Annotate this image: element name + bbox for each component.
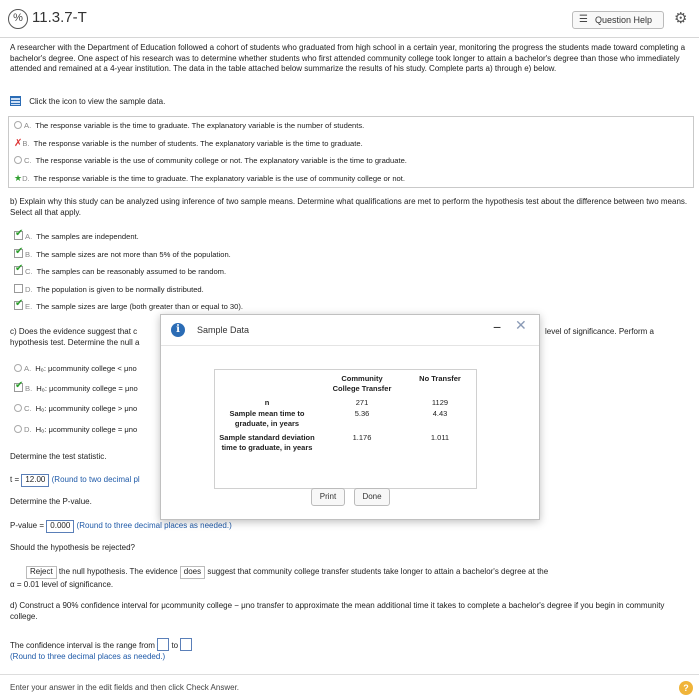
part-a-option-b[interactable]: ✗B. The response variable is the number of students. The explanatory variable is the time to graduate.: [14, 138, 363, 149]
list-icon: ☰: [579, 14, 588, 25]
done-button[interactable]: Done: [354, 488, 390, 506]
checkmark-icon: [14, 383, 23, 392]
checkbox[interactable]: [14, 301, 23, 310]
cell-mean-transfer: 5.36: [354, 409, 370, 418]
checkbox[interactable]: [14, 231, 23, 240]
row-label-mean: Sample mean time to graduate, in years: [229, 409, 305, 428]
pvalue-label: Determine the P-value.: [10, 497, 92, 506]
question-help-button[interactable]: [572, 11, 664, 29]
mylab-logo-icon: %: [8, 9, 28, 29]
part-a-option-a[interactable]: A. The response variable is the time to graduate. The explanatory variable is the number of students.: [14, 121, 364, 130]
footer-instruction: Enter your answer in the edit fields and then click Check Answer.: [10, 683, 240, 692]
t-stat-input[interactable]: 12.00: [21, 474, 49, 487]
question-help-label: Question Help: [595, 15, 653, 25]
interval-lower-input[interactable]: [157, 638, 169, 651]
cell-mean-no-transfer: 4.43: [432, 409, 448, 418]
dialog-title: Sample Data: [197, 325, 250, 335]
part-b-option-d[interactable]: D. The population is given to be normally distributed.: [14, 284, 204, 294]
does-dropdown[interactable]: does: [180, 566, 205, 579]
print-button[interactable]: Print: [311, 488, 345, 506]
footer-divider: [0, 674, 699, 675]
reject-question: Should the hypothesis be rejected?: [10, 543, 135, 552]
radio-button[interactable]: [14, 404, 22, 412]
row-label-n: n: [264, 398, 270, 407]
test-stat-label: Determine the test statistic.: [10, 452, 107, 461]
sample-data-dialog: [160, 314, 540, 520]
part-d-prompt: d) Construct a 90% confidence interval for μcommunity college − μno transfer to approximate the mean additional time it takes to complete a bachelor's degree if you begin in community college.: [10, 601, 665, 621]
table-icon[interactable]: [10, 96, 21, 106]
interval-row: The confidence interval is the range from to: [10, 638, 192, 652]
part-b-option-e[interactable]: ✔E. The sample sizes are large (both greater than or equal to 30).: [14, 301, 243, 311]
checkbox[interactable]: [14, 284, 23, 293]
part-c-prompt-right: level of significance. Perform a: [545, 327, 654, 336]
part-c-option-a[interactable]: A. H₀: μcommunity college < μno: [14, 364, 137, 373]
close-icon[interactable]: ✕: [515, 317, 527, 333]
sample-data-link[interactable]: [10, 96, 165, 106]
checkbox[interactable]: [14, 266, 23, 275]
radio-button[interactable]: [14, 364, 22, 372]
col-header-transfer: Community College Transfer: [332, 374, 392, 393]
cell-n-no-transfer: 1129: [431, 398, 449, 407]
dialog-divider: [161, 345, 539, 346]
pvalue-input[interactable]: 0.000: [46, 520, 74, 533]
sample-data-table: [214, 369, 477, 489]
reject-row: Reject the null hypothesis. The evidence does suggest that community college transfer students take longer to attain a bachelor's degree at the: [10, 566, 690, 579]
part-b-prompt: b) Explain why this study can be analyzed using inference of two sample means. Determine what qualifications are met to perform the hypothesis test about the difference between two means. Select all that apply.: [10, 197, 688, 217]
pvalue-row: P-value = 0.000 (Round to three decimal places as needed.): [10, 520, 232, 533]
cell-sd-no-transfer: 1.011: [430, 433, 450, 442]
part-c-option-c[interactable]: C. H₀: μcommunity college > μno: [14, 404, 137, 413]
x-mark-icon: ✗: [14, 138, 23, 149]
col-header-no-transfer: No Transfer: [419, 374, 461, 383]
radio-button[interactable]: [14, 156, 22, 164]
minimize-icon[interactable]: −: [493, 319, 502, 335]
part-b-option-b[interactable]: ✔B. The sample sizes are not more than 5% of the population.: [14, 249, 231, 259]
part-a-option-d[interactable]: ★D. The response variable is the time to graduate. The explanatory variable is the use of community college or not.: [14, 173, 405, 183]
part-c-prompt-line2: hypothesis test. Determine the null a: [10, 338, 140, 347]
interval-upper-input[interactable]: [180, 638, 192, 651]
reject-dropdown[interactable]: Reject: [26, 566, 57, 579]
significance-level: α = 0.01 level of significance.: [10, 580, 114, 589]
part-c-prompt-left: c) Does the evidence suggest that c: [10, 327, 138, 336]
problem-intro: A researcher with the Department of Education followed a cohort of students who graduated from high school in a certain year, monitoring the progress the students made toward completing a bachelor's degree. One aspect of his research was to determine whether students who first attended community college took longer to attain a bachelor's degree than those who immediately attended and remained at a 4-year institution. The data in the table attached below summarize the results of his study. Complete parts a) through e) below.: [10, 43, 686, 73]
help-icon[interactable]: ?: [679, 681, 693, 695]
sample-data-link-text: Click the icon to view the sample data.: [29, 97, 166, 106]
radio-button[interactable]: [14, 121, 22, 129]
checkbox[interactable]: [14, 249, 23, 258]
info-icon: i: [171, 323, 185, 337]
gear-icon[interactable]: ⚙: [674, 10, 688, 27]
row-label-sd: Sample standard deviation time to graduate, in years: [219, 433, 315, 452]
cell-n-transfer: 271: [355, 398, 369, 407]
part-a-option-c[interactable]: C. The response variable is the use of community college or not. The explanatory variable is the time to graduate.: [14, 156, 407, 165]
part-c-option-b[interactable]: ✔B. H₀: μcommunity college = μno: [14, 383, 138, 393]
radio-button[interactable]: [14, 425, 22, 433]
problem-id: 11.3.7-T: [32, 9, 87, 26]
interval-hint: (Round to three decimal places as needed.): [10, 652, 166, 661]
part-c-option-d[interactable]: D. H₀: μcommunity college = μno: [14, 425, 137, 434]
t-stat-hint: (Round to two decimal pl: [51, 475, 140, 484]
pvalue-hint: (Round to three decimal places as needed.): [76, 521, 232, 530]
part-b-option-c[interactable]: ✔C. The samples can be reasonably assumed to be random.: [14, 266, 226, 276]
part-b-option-a[interactable]: ✔A. The samples are independent.: [14, 231, 139, 241]
cell-sd-transfer: 1.176: [352, 433, 372, 442]
t-stat-row: t = 12.00 (Round to two decimal pl: [10, 474, 140, 487]
star-correct-icon: ★: [14, 173, 23, 183]
